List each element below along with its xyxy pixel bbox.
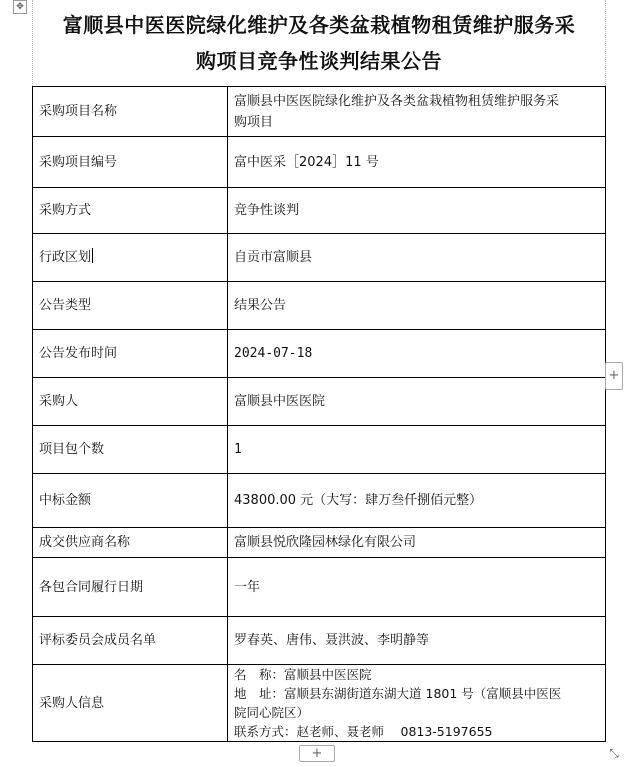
table-row [33,474,606,528]
table-row [33,558,606,617]
value-cell[interactable]: 富中医采［2024］11 号 [228,137,606,188]
move-icon: ✥ [16,2,24,12]
label-cell[interactable]: 公告类型 [33,282,228,330]
value-cell[interactable]: 自贡市富顺县 [228,234,606,282]
value-cell[interactable]: 结果公告 [228,282,606,330]
table-row [33,528,606,558]
label-cell[interactable]: 采购项目编号 [33,137,228,188]
label-cell[interactable]: 各包合同履行日期 [33,558,228,617]
label-cell[interactable]: 项目包个数 [33,426,228,474]
buyer-contact-line: 联系方式：赵老师、聂老师 0813-5197655 [234,724,493,739]
buyer-address-line-2: 院同心院区） [234,705,310,720]
announcement-table[interactable] [32,86,606,742]
value-cell[interactable]: 一年 [228,558,606,617]
table-row [33,188,606,234]
label-cell[interactable]: 中标金额 [33,474,228,528]
value-cell[interactable]: 竞争性谈判 [228,188,606,234]
add-row-button[interactable] [299,745,335,762]
table-row [33,617,606,665]
label-text: 行政区划 [39,250,92,265]
document-title-block [32,7,606,79]
buyer-name-line: 名 称：富顺县中医医院 [234,667,372,682]
title-line-1: 富顺县中医医院绿化维护及各类盆栽植物租赁维护服务采 [62,13,576,37]
label-cell[interactable]: 采购项目名称 [33,87,228,137]
label-cell[interactable]: 公告发布时间 [33,330,228,378]
table-row [33,87,606,137]
table-resize-handle[interactable] [606,745,622,761]
table-row [33,426,606,474]
table-row [33,330,606,378]
value-line: 购项目 [234,114,274,130]
value-cell[interactable]: 43800.00 元（大写：肆万叁仟捌佰元整） [228,474,606,528]
table-move-handle[interactable] [13,0,27,14]
value-cell[interactable] [228,665,606,742]
label-cell[interactable]: 评标委员会成员名单 [33,617,228,665]
title-line-2: 购项目竞争性谈判结果公告 [196,49,442,73]
label-cell[interactable]: 采购方式 [33,188,228,234]
table-row [33,665,606,742]
value-cell[interactable]: 1 [228,426,606,474]
resize-icon: ⤡ [609,746,619,760]
plus-icon: + [608,368,620,383]
document-title[interactable] [32,7,606,79]
label-cell[interactable]: 成交供应商名称 [33,528,228,558]
table-row [33,137,606,188]
value-cell[interactable]: 富顺县悦欣隆园林绿化有限公司 [228,528,606,558]
table-row [33,234,606,282]
plus-icon: + [311,746,323,761]
value-cell[interactable] [228,87,606,137]
text-cursor [92,248,93,263]
buyer-address-line: 地 址：富顺县东湖街道东湖大道 1801 号（富顺县中医医 [234,686,562,701]
add-column-button[interactable] [605,362,623,390]
value-cell[interactable]: 罗春英、唐伟、聂洪波、李明静等 [228,617,606,665]
value-cell[interactable]: 2024-07-18 [228,330,606,378]
label-cell[interactable] [33,234,228,282]
value-cell[interactable]: 富顺县中医医院 [228,378,606,426]
label-cell[interactable]: 采购人信息 [33,665,228,742]
table-row [33,282,606,330]
value-line: 富顺县中医医院绿化维护及各类盆栽植物租赁维护服务采 [234,93,560,109]
label-cell[interactable]: 采购人 [33,378,228,426]
table-row [33,378,606,426]
